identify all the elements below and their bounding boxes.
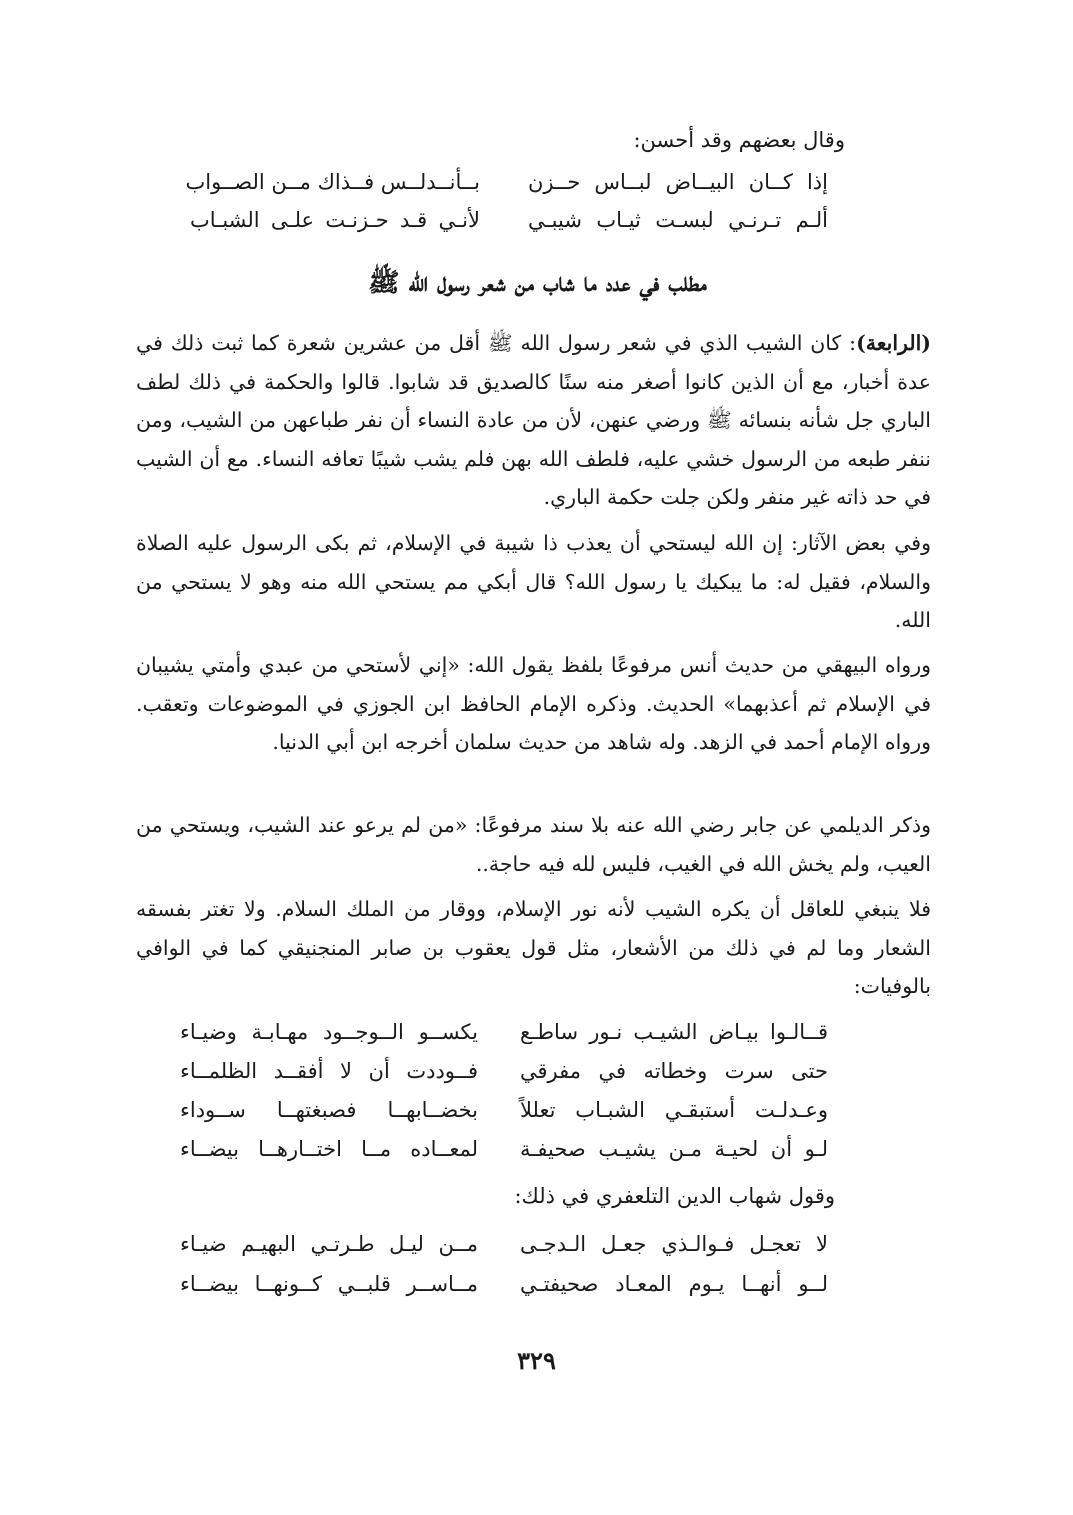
verse-first-hemistich: حتى سرت وخطاته في مفرقي bbox=[520, 1059, 828, 1083]
verse-first-hemistich: لــو أنهــا يـوم المعـاد صحيفتـي bbox=[520, 1272, 828, 1296]
paragraph-bayhaqi: ورواه البيهقي من حديث أنس مرفوعًا بلفظ يقول الله: «إني لأستحي من عبدي وأمتي يشيبان في الإسلام ثم أعذبهما» الحديث. وذكره الإمام الحافظ ابن الجوزي في الموضوعات وتعقب. ورواه الإمام أحمد في الزهد. وله شاهد من حديث سلمان أخرجه ابن أبي الدنيا. bbox=[136, 653, 931, 754]
verse-second-hemistich: فــوددت أن لا أفقــد الظلمــاء bbox=[180, 1059, 478, 1083]
poem-verse bbox=[180, 1272, 828, 1312]
poem-verse bbox=[180, 1059, 828, 1098]
poem-verse bbox=[180, 1020, 828, 1059]
paragraph-fourth bbox=[136, 324, 931, 517]
intro-line: وقال بعضهم وقد أحسن: bbox=[633, 128, 845, 152]
verse-second-hemistich: لمعــاده مــا اختــارهــا بيضــاء bbox=[180, 1137, 478, 1161]
intro-line-2: وقول شهاب الدين التلعفري في ذلك: bbox=[514, 1184, 835, 1208]
paragraph-lead: (الرابعة) bbox=[856, 331, 931, 355]
verse-second-hemistich: مــن ليـل طـرتـي البهيـم ضيـاء bbox=[180, 1232, 478, 1256]
poem-verse bbox=[190, 208, 828, 246]
poem-verse bbox=[180, 1137, 828, 1176]
verse-first-hemistich: لـو أن لحيـة مـن يشيـب صحيفـة bbox=[520, 1137, 828, 1161]
paragraph-text: : كان الشيب الذي في شعر رسول الله ﷺ أقل من عشرين شعرة كما ثبت ذلك في عدة أخبار، مع أن الذين كانوا أصغر منه سنًا كالصديق قد شابوا. قالوا والحكمة في ذلك لطف الباري جل شأنه بنسائه ﷺ ورضي عنهن، لأن من عادة النساء أن نفر طباعهن من الشيب، ومن ننفر طبعه من الرسول خشي عليه، فلطف الله بهن فلم يشب شيبًا تعافه النساء. مع أن الشيب في حد ذاته غير منفر ولكن جلت حكمة الباري. bbox=[136, 331, 931, 509]
section-heading: مطلب في عدد ما شاب من شعر رسول الله ﷺ bbox=[368, 268, 707, 298]
verse-first-hemistich: قــالـوا بيـاض الشيـب نـور ساطـع bbox=[520, 1020, 828, 1044]
verse-second-hemistich: بــأنــدلــس فــذاك مــن الصــواب bbox=[185, 170, 480, 194]
verse-first-hemistich: إذا كــان البيــاض لبــاس حــزن bbox=[528, 170, 828, 194]
poem-block-3 bbox=[180, 1232, 828, 1312]
poem-block-1 bbox=[185, 170, 828, 246]
verse-first-hemistich: ألـم تـرنـي لبسـت ثيـاب شيبـي bbox=[528, 208, 828, 232]
paragraph-conclusion: فلا ينبغي للعاقل أن يكره الشيب لأنه نور الإسلام، ووقار من الملك السلام. ولا تغتر بفسقه الشعار وما لم في ذلك من الأشعار، مثل قول يعقوب بن صابر المنجنيقي كما في الوافي بالوفيات: bbox=[136, 897, 931, 998]
paragraph-daylami: وذكر الديلمي عن جابر رضي الله عنه بلا سند مرفوعًا: «من لم يرعو عند الشيب، ويستحي من العيب، ولم يخش الله في الغيب، فليس لله فيه حاجة.. bbox=[136, 813, 931, 876]
paragraph-athar: وفي بعض الآثار: إن الله ليستحي أن يعذب ذا شيبة في الإسلام، ثم بكى الرسول عليه الصلاة والسلام، فقيل له: ما يبكيك يا رسول الله؟ قال أبكي مم يستحي الله منه وهو لا يستحي من الله. bbox=[136, 531, 931, 632]
verse-second-hemistich: بخضــابهــا فصبغتهــا ســوداء bbox=[180, 1098, 478, 1122]
verse-first-hemistich: وعـدلـت أستبقـي الشبـاب تعللاً bbox=[520, 1098, 828, 1122]
verse-second-hemistich: لأنـي قـد حـزنـت علـى الشبـاب bbox=[190, 208, 480, 232]
poem-verse bbox=[185, 170, 828, 208]
poem-block-2 bbox=[180, 1020, 828, 1176]
poem-verse bbox=[180, 1098, 828, 1137]
page-number: ٣٢٩ bbox=[517, 1346, 556, 1375]
verse-second-hemistich: مــاســر قلبــي كــونهــا بيضــاء bbox=[180, 1272, 478, 1296]
poem-verse bbox=[180, 1232, 828, 1272]
verse-second-hemistich: يكســو الــوجــود مهـابـة وضيـاء bbox=[180, 1020, 478, 1044]
verse-first-hemistich: لا تعجـل فـوالـذي جعـل الـدجـى bbox=[520, 1232, 828, 1256]
